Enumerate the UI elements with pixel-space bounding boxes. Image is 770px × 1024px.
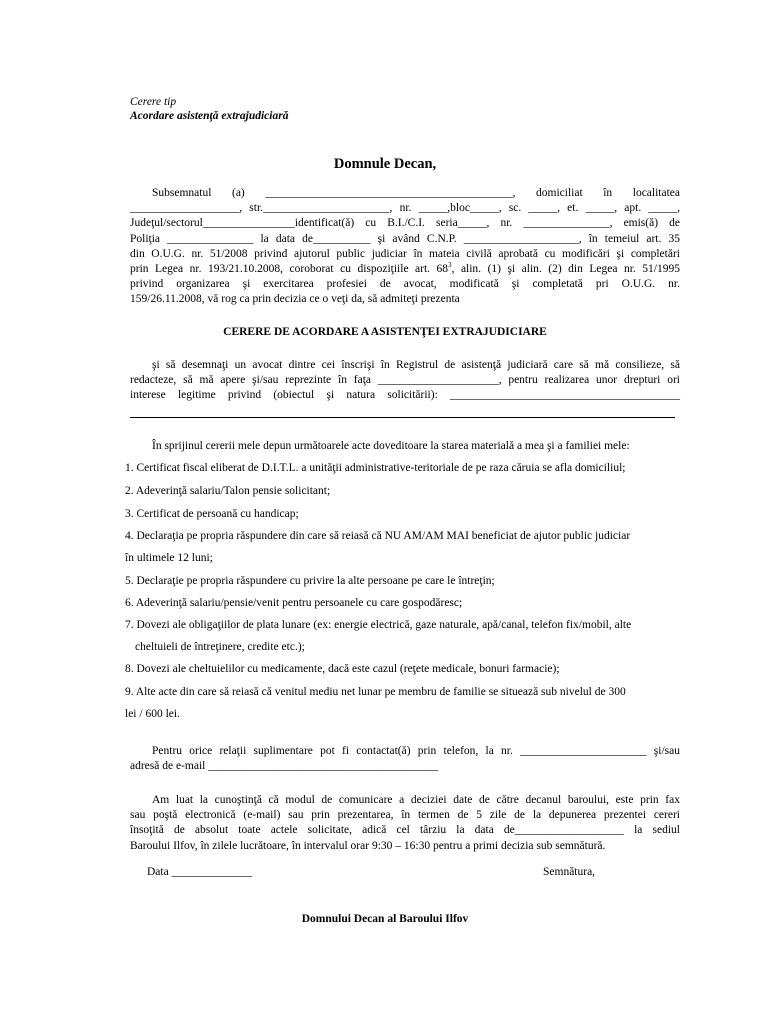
list-item: 4. Declaraţia pe propria răspundere din care să reiasă că NU AM/AM MAI beneficiat de ajutor public judiciar <box>125 530 631 542</box>
notice-line: însoţită de absolut toate actele solicitate, adică cel târziu la data de___________________ la sediul <box>130 824 680 837</box>
addressee-footer: Domnului Decan al Baroului Ilfov <box>301 913 469 925</box>
document-title: Domnule Decan, <box>333 156 437 172</box>
blank-line <box>130 417 675 418</box>
intro-line: privind organizarea şi exercitarea profesiei de avocat, modificată şi completată pri O.U.G. nr. <box>130 278 680 291</box>
request-paragraph <box>130 358 680 404</box>
notice-line: Baroului Ilfov, în zilele lucrătoare, în intervalul orar 9:30 – 16:30 pentru a primi decizia sub semnătură. <box>130 839 606 852</box>
list-item: 3. Certificat de persoană cu handicap; <box>125 508 299 520</box>
intro-line: ___________________, str.______________________, nr. _____,bloc_____, sc. _____, et. _____, apt. _____, <box>130 202 680 215</box>
list-item: 8. Dovezi ale cheltuielilor cu medicamente, dacă este cazul (reţete medicale, bonuri farmacie); <box>125 663 560 675</box>
intro-line: din O.U.G. nr. 51/2008 privind ajutorul public judiciar în mateia civilă aprobată cu modificări şi completări <box>130 247 680 260</box>
intro-line-part: , alin. (1) şi alin. (2) din Legea nr. 51/1995 <box>451 263 680 276</box>
list-item: 5. Declaraţie pe propria răspundere cu privire la alte persoane pe care le întreţin; <box>125 575 495 587</box>
list-item: 9. Alte acte din care să reiasă că venitul mediu net lunar pe membru de familie se situează sub nivelul de 300 <box>125 686 626 698</box>
form-type-name: Acordare asistenţă extrajudiciară <box>130 110 289 122</box>
request-title: CERERE DE ACORDARE A ASISTENŢEI EXTRAJUDICIARE <box>223 326 547 338</box>
form-type-label: Cerere tip <box>130 96 177 108</box>
list-item: 1. Certificat fiscal eliberat de D.I.T.L. a unităţii administrative-teritoriale de pe raza căruia se afla domiciliul; <box>125 462 626 474</box>
form-type-header <box>130 95 288 123</box>
intro-line: Judeţul/sectorul________________identificat(ă) cu B.I./C.I. seria_____, nr. _______________, emis(ă) de <box>130 217 680 230</box>
intro-line <box>130 262 680 277</box>
documents-intro-text: În sprijinul cererii mele depun următoarele acte doveditoare la starea materială a mea şi a familiei mele: <box>152 440 630 452</box>
intro-line: 159/26.11.2008, vă rog ca prin decizia ce o veţi da, să admiteţi prezenta <box>130 293 460 306</box>
superscript: 3 <box>448 261 452 270</box>
list-item: în ultimele 12 luni; <box>125 552 213 564</box>
intro-paragraph <box>130 186 680 308</box>
contact-paragraph <box>130 744 680 774</box>
list-item: 7. Dovezi ale obligaţiilor de plata lunare (ex: energie electrică, gaze naturale, apă/canal, telefon fix/mobil, alte <box>125 619 632 631</box>
list-item: lei / 600 lei. <box>125 708 180 720</box>
documents-intro <box>130 439 680 454</box>
date-field: Data ______________ <box>147 866 253 878</box>
list-item: 2. Adeverinţă salariu/Talon pensie solicitant; <box>125 485 331 497</box>
intro-line-part: prin Legea nr. 193/21.10.2008, coroborat cu dispoziţiile art. 68 <box>130 263 449 276</box>
signature-label: Semnătura, <box>543 866 596 878</box>
request-line: şi să desemnaţi un avocat dintre cei înscrişi în Registrul de asistenţă judiciară care să mă consilieze, să <box>152 359 680 371</box>
intro-line: Subsemnatul (a) ___________________________________________, domiciliat în localitatea <box>152 187 680 199</box>
contact-line: Pentru orice relaţii suplimentare pot fi contactat(ă) prin telefon, la nr. ______________________ şi/sau <box>152 745 680 757</box>
intro-line: Poliţia _______________ la data de__________ şi având C.N.P. ____________________, în temeiul art. 35 <box>130 232 680 245</box>
request-line: interese legitime privind (obiectul şi natura solicitării): ________________________________________ <box>130 389 680 402</box>
contact-line: adresă de e-mail ________________________________________ <box>130 760 439 773</box>
notice-line: Am luat la cunoştinţă că modul de comunicare a deciziei date de către decanul baroului, este prin fax <box>152 794 680 806</box>
list-item: cheltuieli de întreţinere, credite etc.); <box>135 641 305 653</box>
notice-paragraph <box>130 793 680 854</box>
list-item: 6. Adeverinţă salariu/pensie/venit pentru persoanele cu care gospodăresc; <box>125 597 463 609</box>
notice-line: sau poştă electronică (e-mail) sau prin prezentarea, în termen de 5 zile de la depunerea prezentei cereri <box>130 809 680 822</box>
request-line: redacteze, să mă apere şi/sau reprezinte în faţa _____________________, pentru realizarea unor drepturi ori <box>130 374 680 387</box>
